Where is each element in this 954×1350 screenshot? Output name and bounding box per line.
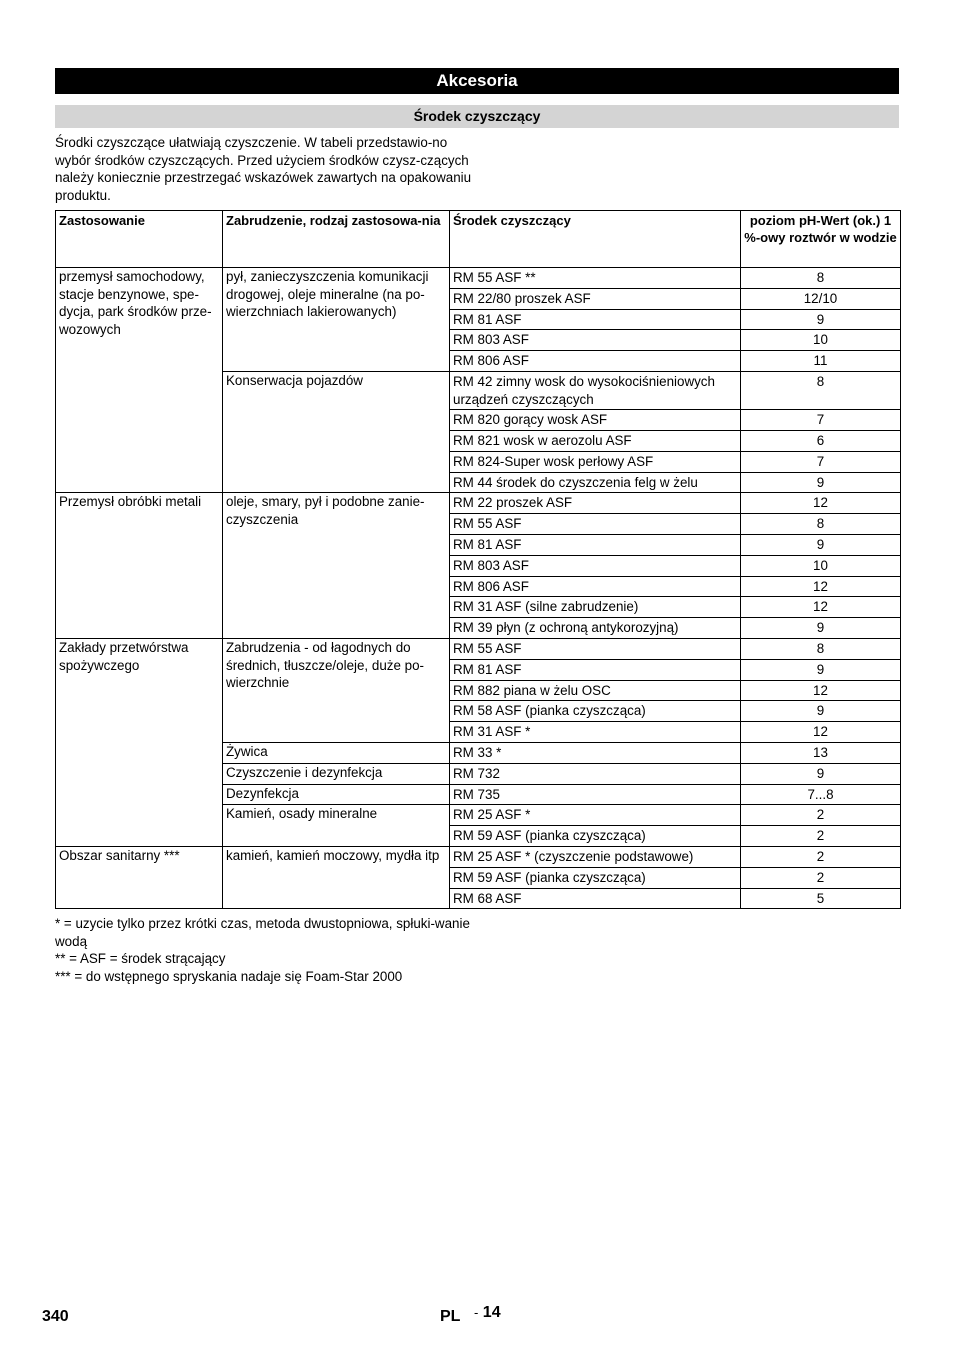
cell-ph: 8 <box>741 638 901 659</box>
cell-ph: 7...8 <box>741 784 901 805</box>
cell-application: Zakłady przetwórstwa spożywczego <box>56 638 223 846</box>
cell-agent: RM 58 ASF (pianka czyszcząca) <box>450 701 741 722</box>
intro-paragraph: Środki czyszczące ułatwiają czyszczenie. W tabeli przedstawio-no wybór środków czyszczących. Przed użyciem środków czysz-czących należy koniecznie przestrzegać wskazówek zawartych na opakowaniu produktu. <box>55 135 472 203</box>
cell-ph: 7 <box>741 410 901 431</box>
page-number: 340 <box>42 1308 69 1325</box>
cell-soiling: Czyszczenie i dezynfekcja <box>223 763 450 784</box>
cell-agent: RM 55 ASF <box>450 514 741 535</box>
cell-agent: RM 81 ASF <box>450 659 741 680</box>
table-body <box>56 268 901 909</box>
footer-dash: - <box>474 1305 479 1320</box>
cell-ph: 9 <box>741 472 901 493</box>
cell-agent: RM 55 ASF <box>450 638 741 659</box>
cell-agent: RM 806 ASF <box>450 351 741 372</box>
cell-agent: RM 22 proszek ASF <box>450 493 741 514</box>
cell-soiling: oleje, smary, pył i podobne zanie-czyszczenia <box>223 493 450 639</box>
cell-ph: 12 <box>741 680 901 701</box>
cell-ph: 9 <box>741 618 901 639</box>
footnotes <box>55 915 475 985</box>
footnote: *** = do wstępnego spryskania nadaje się Foam-Star 2000 <box>55 968 403 984</box>
table-row <box>56 638 901 659</box>
header-ph: poziom pH-Wert (ok.) 1 %-owy roztwór w wodzie <box>741 211 901 268</box>
cell-agent: RM 732 <box>450 763 741 784</box>
footer-local-page: 14 <box>482 1304 501 1321</box>
cell-ph: 9 <box>741 763 901 784</box>
language-code: PL <box>440 1308 461 1325</box>
cell-agent: RM 81 ASF <box>450 309 741 330</box>
cell-ph: 12 <box>741 597 901 618</box>
cell-application: Obszar sanitarny *** <box>56 846 223 908</box>
cell-application: Przemysł obróbki metali <box>56 493 223 639</box>
cell-ph: 11 <box>741 351 901 372</box>
cell-ph: 9 <box>741 659 901 680</box>
cell-ph: 8 <box>741 268 901 289</box>
cell-agent: RM 81 ASF <box>450 534 741 555</box>
cell-soiling: Zabrudzenia - od łagodnych do średnich, tłuszcze/oleje, duże po-wierzchnie <box>223 638 450 742</box>
cell-ph: 13 <box>741 742 901 763</box>
cell-agent: RM 803 ASF <box>450 555 741 576</box>
cell-application: przemysł samochodowy, stacje benzynowe, spe-dycja, park środków prze-wozowych <box>56 268 223 493</box>
subsection-title: Środek czyszczący <box>55 105 899 128</box>
footnote: * = uzycie tylko przez krótki czas, metoda dwustopniowa, spłuki-wanie wodą <box>55 916 470 949</box>
cell-soiling: Konserwacja pojazdów <box>223 371 450 492</box>
cell-ph: 8 <box>741 514 901 535</box>
cell-agent: RM 25 ASF * <box>450 805 741 826</box>
cell-ph: 7 <box>741 451 901 472</box>
cell-ph: 2 <box>741 867 901 888</box>
cell-agent: RM 59 ASF (pianka czyszcząca) <box>450 867 741 888</box>
cell-agent: RM 39 płyn (z ochroną antykorozyjną) <box>450 618 741 639</box>
cell-ph: 12 <box>741 722 901 743</box>
cell-agent: RM 803 ASF <box>450 330 741 351</box>
cell-agent: RM 25 ASF * (czyszczenie podstawowe) <box>450 846 741 867</box>
cell-soiling: pył, zanieczyszczenia komunikacji drogowej, oleje mineralne (na po-wierzchniach lakierowanych) <box>223 268 450 372</box>
cell-agent: RM 31 ASF * <box>450 722 741 743</box>
table-row <box>56 846 901 867</box>
cell-ph: 2 <box>741 846 901 867</box>
cell-agent: RM 33 * <box>450 742 741 763</box>
cell-ph: 12 <box>741 576 901 597</box>
cell-agent: RM 735 <box>450 784 741 805</box>
cell-ph: 9 <box>741 309 901 330</box>
cell-agent: RM 22/80 proszek ASF <box>450 288 741 309</box>
cell-ph: 9 <box>741 534 901 555</box>
cell-agent: RM 820 gorący wosk ASF <box>450 410 741 431</box>
table-row <box>56 493 901 514</box>
cell-ph: 2 <box>741 826 901 847</box>
cell-soiling: Dezynfekcja <box>223 784 450 805</box>
section-title: Akcesoria <box>55 68 899 94</box>
footnote: ** = ASF = środek strącający <box>55 951 226 967</box>
cell-agent: RM 68 ASF <box>450 888 741 909</box>
cell-ph: 10 <box>741 330 901 351</box>
cell-ph: 5 <box>741 888 901 909</box>
cell-agent: RM 42 zimny wosk do wysokociśnieniowych urządzeń czyszczących <box>450 371 741 409</box>
cell-ph: 2 <box>741 805 901 826</box>
cell-agent: RM 44 środek do czyszczenia felg w żelu <box>450 472 741 493</box>
header-application: Zastosowanie <box>56 211 223 268</box>
cleaning-agents-table <box>55 210 901 909</box>
table-row <box>56 268 901 289</box>
cell-agent: RM 59 ASF (pianka czyszcząca) <box>450 826 741 847</box>
cell-agent: RM 882 piana w żelu OSC <box>450 680 741 701</box>
cell-ph: 8 <box>741 371 901 409</box>
cell-soiling: Żywica <box>223 742 450 763</box>
cell-agent: RM 821 wosk w aerozolu ASF <box>450 430 741 451</box>
local-page-number <box>474 1304 501 1322</box>
cell-agent: RM 55 ASF ** <box>450 268 741 289</box>
cell-agent: RM 806 ASF <box>450 576 741 597</box>
cell-soiling: Kamień, osady mineralne <box>223 805 450 847</box>
cell-agent: RM 824-Super wosk perłowy ASF <box>450 451 741 472</box>
cell-ph: 12/10 <box>741 288 901 309</box>
header-agent: Środek czyszczący <box>450 211 741 268</box>
cell-ph: 12 <box>741 493 901 514</box>
cell-soiling: kamień, kamień moczowy, mydła itp <box>223 846 450 908</box>
header-soiling: Zabrudzenie, rodzaj zastosowa-nia <box>223 211 450 268</box>
cell-ph: 10 <box>741 555 901 576</box>
cell-ph: 9 <box>741 701 901 722</box>
cell-ph: 6 <box>741 430 901 451</box>
cell-agent: RM 31 ASF (silne zabrudzenie) <box>450 597 741 618</box>
